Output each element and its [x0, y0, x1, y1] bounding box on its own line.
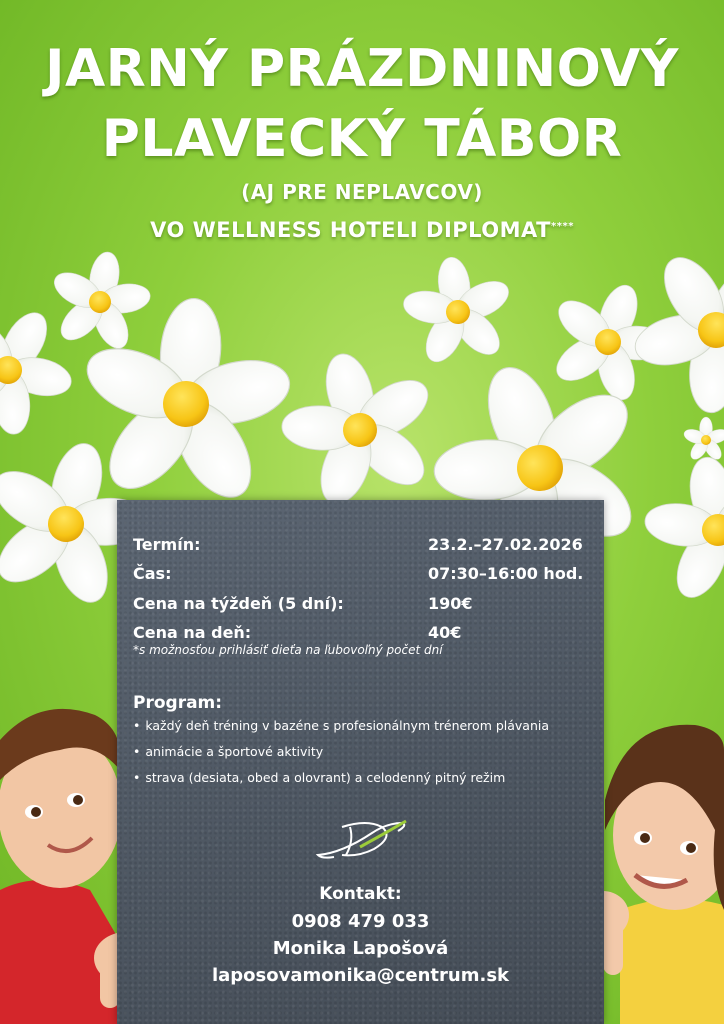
- subtitle-neplavci: (AJ PRE NEPLAVCOV): [241, 180, 483, 204]
- bullet-icon: •: [133, 770, 141, 785]
- info-label-termin: Termín:: [133, 535, 201, 554]
- contact-heading: Kontakt:: [319, 884, 402, 904]
- info-note: *s možnosťou prihlásiť dieťa na ľubovoľný počet dní: [133, 643, 443, 657]
- info-label-cas: Čas:: [133, 564, 172, 583]
- info-value-cena-tyzden: 190€: [428, 594, 473, 613]
- program-item: • každý deň tréning v bazéne s profesionálnym trénerom plávania: [133, 713, 549, 739]
- program-heading: Program:: [133, 693, 223, 713]
- program-list: [133, 713, 549, 791]
- hotel-name: VO WELLNESS HOTELI DIPLOMAT: [150, 218, 551, 242]
- program-item: • strava (desiata, obed a olovrant) a celodenný pitný režim: [133, 765, 549, 791]
- title-line-1: JARNÝ PRÁZDNINOVÝ: [45, 39, 679, 99]
- info-label-cena-den: Cena na deň:: [133, 623, 252, 642]
- contact-email: laposovamonika@centrum.sk: [211, 965, 510, 986]
- hotel-stars: ****: [551, 221, 574, 232]
- info-value-cena-den: 40€: [428, 623, 462, 642]
- program-item: • animácie a športové aktivity: [133, 739, 549, 765]
- hotel-diplomat-logo: [312, 815, 412, 865]
- info-board: [117, 500, 604, 1024]
- subtitle-hotel: [0, 215, 724, 242]
- bullet-icon: •: [133, 718, 141, 733]
- contact-name: Monika Lapošová: [272, 938, 449, 959]
- bullet-icon: •: [133, 744, 141, 759]
- info-value-termin: 23.2.–27.02.2026: [428, 535, 583, 554]
- info-label-cena-tyzden: Cena na týždeň (5 dní):: [133, 594, 344, 613]
- contact-phone: 0908 479 033: [291, 911, 430, 932]
- info-value-cas: 07:30–16:00 hod.: [428, 564, 584, 583]
- title-line-2: PLAVECKÝ TÁBOR: [101, 109, 623, 169]
